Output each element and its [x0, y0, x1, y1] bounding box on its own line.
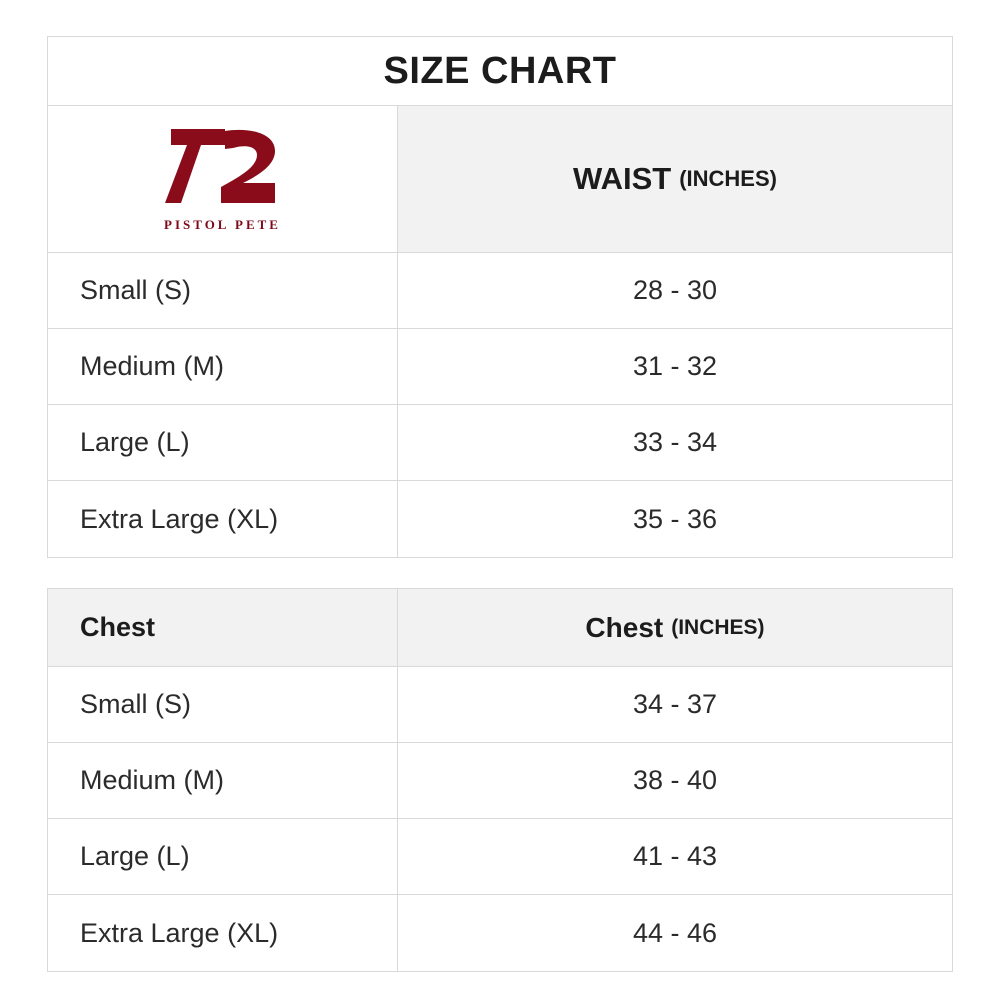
- table-row: [48, 895, 952, 971]
- size-label: Medium (M): [80, 765, 225, 795]
- size-value: 31 - 32: [632, 351, 718, 381]
- page-title-text: SIZE CHART: [383, 49, 617, 92]
- size-value: 41 - 43: [632, 841, 718, 871]
- p2-logo-icon: [163, 125, 283, 211]
- brand-logo-text: PISTOL PETE: [164, 217, 281, 232]
- size-value: 28 - 30: [632, 275, 718, 305]
- size-value-cell: [398, 253, 952, 328]
- size-value-cell: [398, 481, 952, 557]
- size-label: Small (S): [80, 275, 192, 305]
- waist-header-cell: [398, 106, 952, 252]
- size-value: 44 - 46: [632, 917, 718, 948]
- chest-size-table: [47, 588, 953, 972]
- size-value-cell: [398, 329, 952, 404]
- size-label-cell: [48, 895, 398, 971]
- size-label: Small (S): [80, 689, 192, 719]
- brand-logo: [163, 125, 283, 233]
- size-value-cell: [398, 405, 952, 480]
- size-label: Extra Large (XL): [80, 917, 279, 948]
- size-label-cell: [48, 329, 398, 404]
- waist-header-main: WAIST: [573, 161, 672, 196]
- table-row: [48, 405, 952, 481]
- size-value-cell: [398, 819, 952, 894]
- size-value: 38 - 40: [632, 765, 718, 795]
- table-row: [48, 667, 952, 743]
- size-label-cell: [48, 667, 398, 742]
- size-label-cell: [48, 481, 398, 557]
- size-value: 35 - 36: [632, 503, 718, 534]
- size-label-cell: [48, 405, 398, 480]
- table-row: [48, 481, 952, 557]
- size-value: 34 - 37: [632, 689, 718, 719]
- waist-size-table: [47, 36, 953, 558]
- chest-header-left-cell: [48, 589, 398, 666]
- size-label: Medium (M): [80, 351, 225, 381]
- size-value-cell: [398, 743, 952, 818]
- size-label-cell: [48, 253, 398, 328]
- table-row: [48, 329, 952, 405]
- chest-header-unit: (INCHES): [671, 615, 765, 639]
- size-value-cell: [398, 667, 952, 742]
- size-label: Extra Large (XL): [80, 503, 279, 534]
- waist-header-unit: (INCHES): [679, 166, 777, 191]
- size-label-cell: [48, 743, 398, 818]
- chest-header-left: Chest: [80, 612, 156, 642]
- chest-table-header-row: [48, 589, 952, 667]
- page-title: [48, 37, 952, 106]
- size-label-cell: [48, 819, 398, 894]
- size-value: 33 - 34: [632, 427, 718, 457]
- chest-header-main: Chest: [585, 611, 664, 643]
- waist-table-header-row: [48, 106, 952, 253]
- size-label: Large (L): [80, 427, 190, 457]
- table-row: [48, 743, 952, 819]
- size-value-cell: [398, 895, 952, 971]
- table-row: [48, 819, 952, 895]
- brand-logo-cell: [48, 106, 398, 252]
- size-label: Large (L): [80, 841, 190, 871]
- chest-header-cell: [398, 589, 952, 666]
- table-row: [48, 253, 952, 329]
